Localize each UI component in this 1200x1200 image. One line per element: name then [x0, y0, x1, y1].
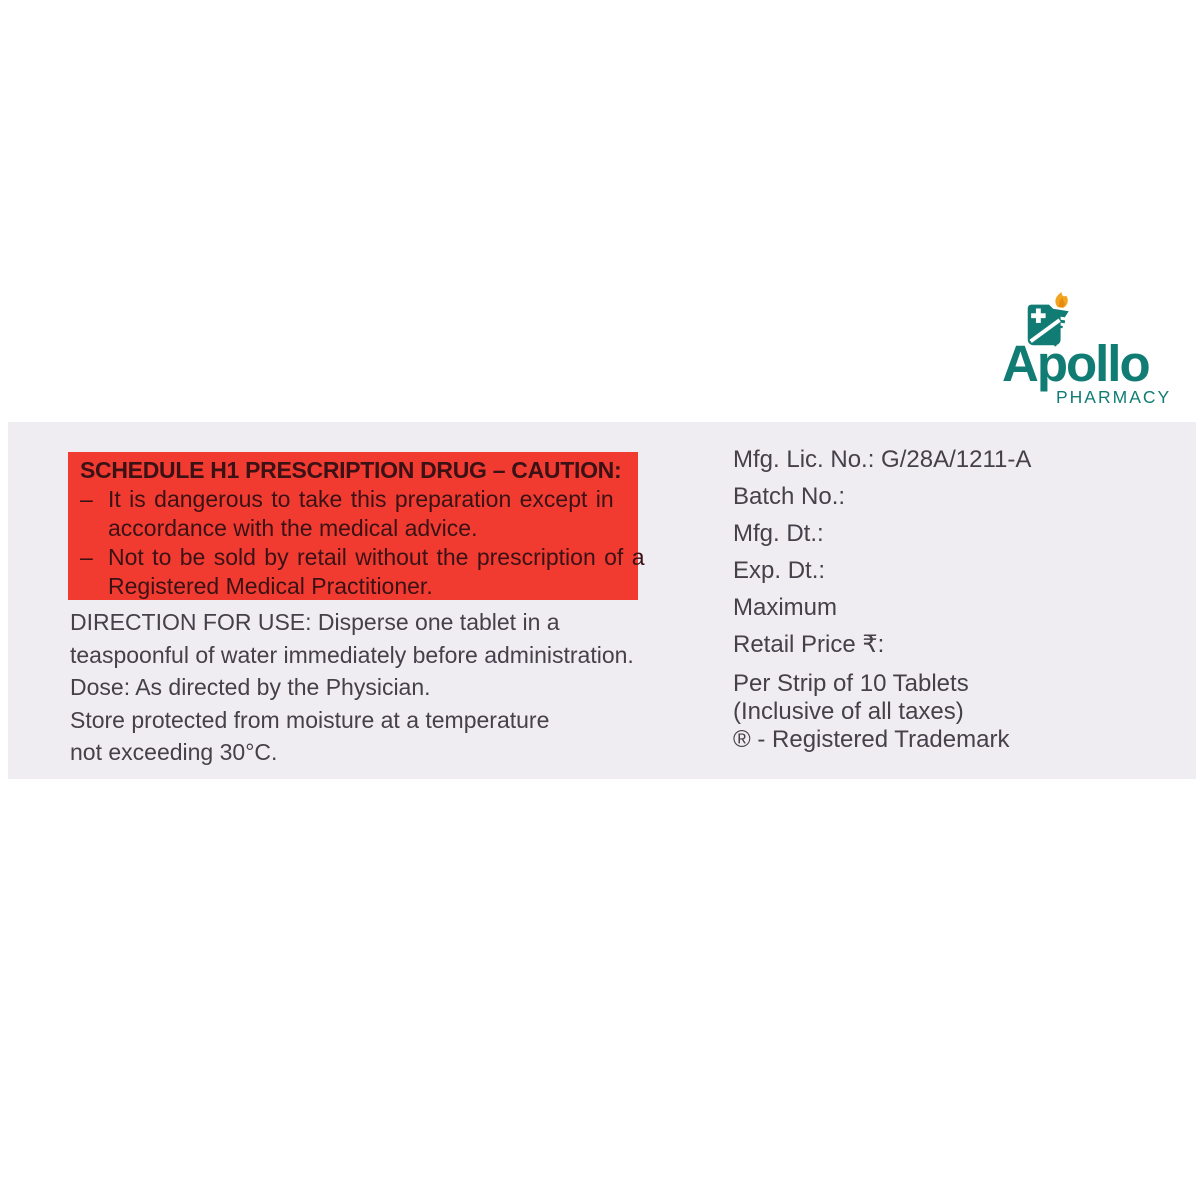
exp-date: Exp. Dt.:: [733, 557, 826, 584]
print-details-block: [733, 448, 1153, 754]
caution-bullet-1-line-1: It is dangerous to take this preparation except in: [108, 486, 614, 512]
directions-line-4: Store protected from moisture at a temperature: [70, 706, 550, 733]
bullet-dash: –: [80, 486, 93, 512]
directions-line-5: not exceeding 30°C.: [70, 739, 278, 765]
mrp-line-1: Maximum: [733, 594, 838, 621]
strip-info: [733, 670, 1153, 754]
bullet-dash: –: [80, 544, 93, 570]
schedule-h1-caution-box: [68, 452, 645, 600]
caution-bullet-1: [80, 485, 630, 543]
carton-panel: [8, 422, 1196, 779]
per-strip-line: Per Strip of 10 Tablets: [733, 670, 969, 697]
mrp-line-2: Retail Price ₹:: [733, 631, 885, 658]
caution-bullet-2-line-2: Registered Medical Practitioner.: [108, 573, 433, 599]
registered-trademark-line: ® - Registered Trademark: [733, 726, 1010, 753]
brand-name: Apollo: [1002, 335, 1149, 392]
directions-line-1: DIRECTION FOR USE: Disperse one tablet in a: [70, 609, 560, 635]
brand-subname: PHARMACY: [1056, 387, 1172, 407]
directions-block: [70, 606, 670, 769]
caution-bullet-2-line-1: Not to be sold by retail without the prescription of a: [108, 544, 645, 570]
caution-heading: SCHEDULE H1 PRESCRIPTION DRUG – CAUTION:: [80, 457, 622, 483]
directions-line-3: Dose: As directed by the Physician.: [70, 674, 431, 700]
mfg-lic-no: Mfg. Lic. No.: G/28A/1211-A: [733, 446, 1032, 473]
taxes-line: (Inclusive of all taxes): [733, 698, 964, 725]
caution-bullet-1-line-2: accordance with the medical advice.: [108, 515, 478, 541]
directions-line-2: teaspoonful of water immediately before administration.: [70, 641, 634, 668]
apollo-pharmacy-logo: [995, 288, 1195, 423]
caution-bullet-2: [80, 543, 645, 601]
mfg-date: Mfg. Dt.:: [733, 520, 824, 547]
batch-no: Batch No.:: [733, 483, 846, 510]
